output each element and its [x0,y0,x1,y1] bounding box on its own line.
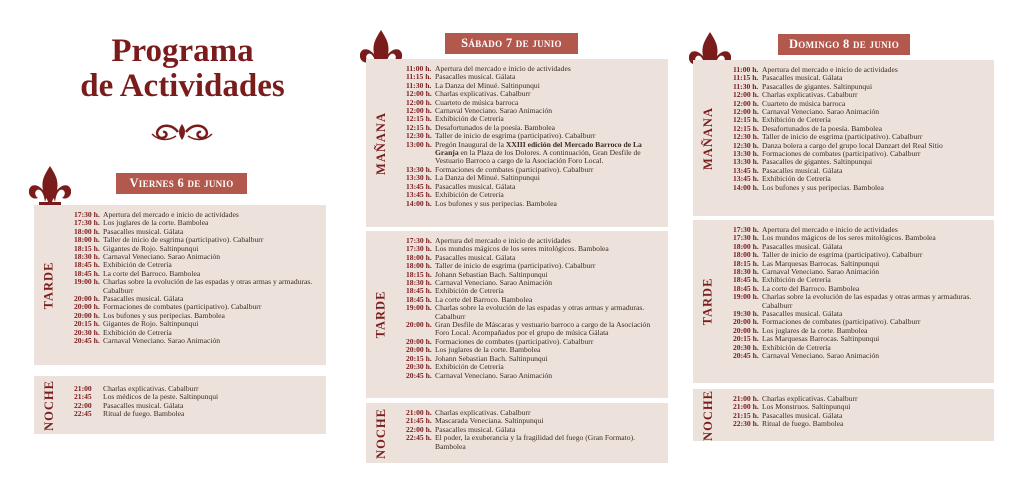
schedule-time: 20:45 h. [74,336,100,346]
schedule-activity: Apertura del mercado e inicio de actividades [435,64,571,73]
schedule-activity: Pasacalles musical. Gálata [103,400,184,410]
schedule-activity: La corte del Barroco. Bambolea [435,294,533,304]
schedule-time: 20:00 h. [74,310,100,320]
schedule-time: 11:00 h. [733,65,759,74]
schedule-time: 19:00 h. [406,303,432,313]
section-label: TARDE [700,277,715,326]
schedule-time: 17:30 h. [406,236,432,245]
schedule-time: 11:30 h. [406,80,432,90]
friday-tarde-list [74,211,320,346]
schedule-time: 12:30 h. [733,132,759,142]
schedule-activity: Los médicos de la peste. Saltinpunqui [103,392,219,402]
title-line-1: Programa [111,33,254,69]
schedule-activity: Los mundos mágicos de los seres mitológicos. Bambolea [435,244,609,254]
schedule-activity: Danza bolera a cargo del grupo local Danzart del Real Sitio [762,140,943,150]
schedule-time: 12:00 h. [733,107,759,117]
schedule-activity: Formaciones de combates (participativo). Cabalburr [762,317,921,327]
schedule-activity: Apertura del mercado e inicio de actividades [435,236,571,245]
schedule-time: 20:00 h. [406,320,432,330]
section-label: MAÑANA [373,111,388,175]
section-label: NOCHE [373,407,388,459]
schedule-activity: El poder, la exuberancia y la fragilidad del fuego (Gran Formato). Bambolea [435,433,636,451]
saturday-manana-list [406,65,662,208]
schedule-activity: Carnaval Veneciano. Sarao Animación [762,351,880,361]
schedule-time: 20:30 h. [74,327,100,337]
schedule-activity: Formaciones de combates (participativo). Cabalburr [435,164,594,174]
page-title [60,34,305,104]
schedule-time: 18:00 h. [406,252,432,262]
schedule-activity: Los juglares de la corte. Bambolea [103,218,209,228]
schedule-time: 18:45 h. [74,268,100,278]
schedule-activity: Charlas explicativas. Cabalburr [762,90,858,100]
schedule-time: 18:00 h. [733,250,759,260]
schedule-activity: Gran Desfile de Máscaras y vestuario barroco a cargo de la Asociación Foro Local. Acompañados por el grupo de música Gálata [435,320,651,338]
schedule-item [74,410,320,418]
schedule-activity: Pasacalles musical. Gálata [103,294,184,304]
schedule-time: 18:45 h. [406,294,432,304]
schedule-time: 20:00 h. [733,317,759,327]
schedule-activity: Los mundos mágicos de los seres mitológicos. Bambolea [762,233,936,243]
schedule-activity: Formaciones de combates (participativo). Cabalburr [435,336,594,346]
schedule-activity: Pasacalles musical. Gálata [435,252,516,262]
schedule-activity: Apertura del mercado e inicio de actividades [103,210,239,219]
schedule-time: 12:15 h. [733,123,759,133]
schedule-time: 13:45 h. [733,165,759,175]
friday-noche-panel [34,376,326,434]
schedule-time: 18:15 h. [733,258,759,268]
schedule-time: 13:30 h. [406,164,432,174]
sunday-manana-list [733,66,988,192]
schedule-activity: La corte del Barroco. Bambolea [103,268,201,278]
sunday-noche-panel [693,389,994,441]
schedule-time: 13:45 h. [406,190,432,200]
schedule-activity: Charlas sobre la evolución de las espadas y otras armas y armaduras. Cabalburr [435,303,645,321]
schedule-activity: Las Marquesas Barrocas. Saltinpunqui [762,334,880,344]
schedule-activity: Pasacalles musical. Gálata [762,241,843,251]
schedule-activity: Exhibición de Cetrería [762,342,831,352]
schedule-time: 14:00 h. [406,198,432,208]
schedule-activity: Charlas explicativas. Cabalburr [435,89,531,99]
schedule-time: 22:45 h. [406,433,432,443]
sunday-tarde-panel [693,220,994,383]
schedule-activity: Pasacalles musical. Gálata [435,72,516,82]
schedule-activity: La Danza del Minué. Saltinpunqui [435,173,540,183]
schedule-time: 18:45 h. [733,275,759,285]
schedule-item [74,337,320,345]
schedule-time: 21:00 [74,384,92,393]
schedule-activity: Exhibición de Cetrería [762,275,831,285]
schedule-activity: Pasacalles musical. Gálata [435,181,516,191]
schedule-activity: Charlas sobre la evolución de las espadas y otras armas y armaduras. Cabalburr [103,277,313,295]
schedule-time: 17:30 h. [733,233,759,243]
schedule-activity: Taller de inicio de esgrima (participativo). Cabalburr [762,132,923,142]
schedule-activity: Pasacalles musical. Gálata [762,73,843,83]
sunday-noche-list [733,395,988,429]
schedule-time: 17:30 h. [733,225,759,234]
schedule-time: 12:15 h. [406,114,432,124]
schedule-time: 20:15 h. [406,353,432,363]
schedule-activity: Ritual de fuego. Bambolea [103,409,185,419]
schedule-time: 19:00 h. [74,277,100,287]
schedule-time: 20:45 h. [406,370,432,380]
schedule-activity: Mascarada Veneciana. Saltinpunqui [435,416,544,426]
schedule-activity: Carnaval Veneciano. Sarao Animación [762,107,880,117]
schedule-activity: Pasacalles musical. Gálata [762,165,843,175]
schedule-time: 11:15 h. [733,73,759,83]
schedule-time: 18:00 h. [74,235,100,245]
schedule-time: 12:00 h. [406,106,432,116]
schedule-activity: Gigantes de Rojo. Saltinpunqui [103,243,199,253]
saturday-tarde-list [406,237,662,380]
schedule-activity: Charlas explicativas. Cabalburr [762,394,858,403]
schedule-activity: Pasacalles musical. Gálata [435,424,516,434]
saturday-noche-list [406,409,662,451]
schedule-activity: Los bufones y sus peripecias. Bambolea [435,198,557,208]
schedule-time: 18:30 h. [733,267,759,277]
schedule-activity: Pasacalles musical. Gálata [103,226,184,236]
schedule-time: 20:30 h. [406,362,432,372]
schedule-activity: Pregón Inaugural de la XXIII edición del Mercado Barroco de La Granja en la Plaza de los Dolores. A continuación, Gran Desfile de Vestuario Barroco a cargo de la Asociación Foro Local. [435,139,642,166]
schedule-time: 12:00 h. [733,90,759,100]
schedule-activity: Pasacalles musical. Gálata [762,309,843,319]
schedule-activity: Charlas explicativas. Cabalburr [435,408,531,417]
schedule-time: 21:00 h. [733,402,759,412]
schedule-time: 20:00 h. [74,302,100,312]
schedule-activity: Formaciones de combates (participativo). Cabalburr [762,149,921,159]
schedule-activity: Apertura del mercado e inicio de actividades [762,65,898,74]
schedule-activity: Los juglares de la corte. Bambolea [435,345,541,355]
title-line-2: de Actividades [80,68,285,104]
day-header-sunday: Domingo 8 de junio [778,34,910,55]
schedule-time: 20:15 h. [733,334,759,344]
schedule-time: 12:15 h. [406,122,432,132]
schedule-activity: Exhibición de Cetrería [435,114,504,124]
schedule-activity: Exhibición de Cetrería [435,286,504,296]
schedule-item [406,321,662,338]
schedule-time: 19:30 h. [733,309,759,319]
schedule-time: 20:45 h. [733,351,759,361]
schedule-item [406,200,662,208]
schedule-activity: Exhibición de Cetrería [435,362,504,372]
schedule-time: 20:00 h. [406,336,432,346]
schedule-time: 18:45 h. [406,286,432,296]
schedule-activity: Los bufones y sus peripecias. Bambolea [103,310,225,320]
schedule-time: 22:45 [74,409,92,419]
schedule-activity: Exhibición de Cetrería [762,174,831,184]
schedule-time: 12:00 h. [406,97,432,107]
schedule-time: 20:00 h. [74,294,100,304]
schedule-time: 12:00 h. [406,89,432,99]
schedule-activity: Taller de inicio de esgrima (participativo). Cabalburr [762,250,923,260]
schedule-time: 12:30 h. [406,131,432,141]
schedule-time: 18:45 h. [74,260,100,270]
schedule-item [406,434,662,451]
schedule-activity: Los Monstruos. Saltinpunqui [762,402,851,412]
schedule-activity: Carnaval Veneciano. Sarao Animación [103,336,221,346]
schedule-activity: Taller de inicio de esgrima (participativo). Cabalburr [435,261,596,271]
schedule-time: 12:00 h. [733,98,759,108]
schedule-time: 14:00 h. [733,182,759,192]
schedule-time: 11:15 h. [406,72,432,82]
schedule-item [406,304,662,321]
schedule-activity: Charlas sobre la evolución de las espadas y otras armas y armaduras. Cabalburr [762,292,972,310]
schedule-time: 18:00 h. [733,241,759,251]
schedule-activity: Exhibición de Cetrería [103,327,172,337]
schedule-time: 18:30 h. [406,278,432,288]
schedule-time: 18:15 h. [406,269,432,279]
schedule-activity: Carnaval Veneciano. Sarao Animación [103,252,221,262]
schedule-activity: Charlas explicativas. Cabalburr [103,384,199,393]
schedule-time: 12:30 h. [733,140,759,150]
schedule-activity: Ritual de fuego. Bambolea [762,419,844,429]
schedule-time: 11:00 h. [406,64,432,73]
schedule-activity: Exhibición de Cetrería [103,260,172,270]
schedule-activity: Pasacalles de gigantes. Saltinpunqui [762,157,873,167]
schedule-activity: Carnaval Veneciano. Sarao Animación [435,278,553,288]
schedule-activity: Johann Sebastian Bach. Saltinpunqui [435,269,548,279]
schedule-activity: La Danza del Minué. Saltinpunqui [435,80,540,90]
schedule-time: 17:30 h. [74,210,100,219]
schedule-time: 21:45 [74,392,92,402]
schedule-time: 22:00 h. [406,424,432,434]
schedule-time: 13:45 h. [406,181,432,191]
schedule-activity: Gigantes de Rojo. Saltinpunqui [103,319,199,329]
schedule-time: 13:30 h. [733,157,759,167]
schedule-activity: Exhibición de Cetrería [762,115,831,125]
schedule-activity: Las Marquesas Barrocas. Saltinpunqui [762,258,880,268]
schedule-activity: Pasacalles musical. Gálata [762,410,843,420]
schedule-activity: Cuarteto de música barroca [435,97,519,107]
schedule-time: 21:00 h. [406,408,432,417]
friday-tarde-panel [34,205,326,365]
schedule-activity: Carnaval Veneciano. Sarao Animación [762,267,880,277]
schedule-time: 21:15 h. [733,410,759,420]
schedule-time: 20:30 h. [733,342,759,352]
section-label: TARDE [373,290,388,339]
schedule-activity: Taller de inicio de esgrima (participativo). Cabalburr [103,235,264,245]
schedule-activity: Carnaval Veneciano. Sarao Animación [435,370,553,380]
schedule-item [406,141,662,166]
schedule-item [733,352,988,360]
schedule-time: 13:45 h. [733,174,759,184]
schedule-time: 21:00 h. [733,394,759,403]
schedule-activity: Desafortunados de la poesía. Bambolea [435,122,555,132]
sunday-manana-panel [693,60,994,216]
schedule-time: 18:00 h. [74,226,100,236]
saturday-tarde-panel [366,231,668,398]
schedule-item [733,420,988,428]
scroll-ornament-icon [150,120,214,144]
schedule-time: 17:30 h. [74,218,100,228]
schedule-activity: Johann Sebastian Bach. Saltinpunqui [435,353,548,363]
saturday-manana-panel [366,59,668,227]
section-label: TARDE [41,261,56,309]
day-header-friday: Viernes 6 de junio [116,173,247,194]
schedule-time: 13:00 h. [406,139,432,149]
schedule-time: 22:30 h. [733,419,759,429]
schedule-time: 20:00 h. [733,325,759,335]
schedule-activity: Los bufones y sus peripecias. Bambolea [762,182,884,192]
section-label: NOCHE [41,379,56,431]
schedule-time: 18:30 h. [74,252,100,262]
schedule-item [74,278,320,295]
section-label: MAÑANA [700,106,715,170]
day-header-saturday: Sábado 7 de junio [445,33,578,54]
schedule-time: 13:30 h. [733,149,759,159]
friday-noche-list [74,385,320,419]
schedule-time: 21:45 h. [406,416,432,426]
schedule-time: 17:30 h. [406,244,432,254]
schedule-activity: La corte del Barroco. Bambolea [762,283,860,293]
schedule-time: 18:15 h. [74,243,100,253]
schedule-activity: Desafortunados de la poesía. Bambolea [762,123,882,133]
schedule-activity: Apertura del mercado e inicio de actividades [762,225,898,234]
schedule-activity: Los juglares de la corte. Bambolea [762,325,868,335]
section-label: NOCHE [700,389,715,441]
schedule-time: 11:30 h. [733,81,759,91]
saturday-noche-panel [366,403,668,463]
schedule-time: 13:30 h. [406,173,432,183]
schedule-item [733,184,988,192]
schedule-activity: Exhibición de Cetrería [435,190,504,200]
schedule-activity: Cuarteto de música barroca [762,98,846,108]
schedule-time: 20:00 h. [406,345,432,355]
schedule-time: 19:00 h. [733,292,759,302]
schedule-time: 20:15 h. [74,319,100,329]
schedule-activity: Pasacalles de gigantes. Saltinpunqui [762,81,873,91]
schedule-activity: Taller de inicio de esgrima (participativo). Cabalburr [435,131,596,141]
schedule-time: 18:00 h. [406,261,432,271]
schedule-time: 18:45 h. [733,283,759,293]
schedule-time: 12:15 h. [733,115,759,125]
sunday-tarde-list [733,226,988,361]
schedule-item [406,372,662,380]
schedule-time: 22:00 [74,400,92,410]
schedule-activity: Carnaval Veneciano. Sarao Animación [435,106,553,116]
schedule-activity: Formaciones de combates (participativo). Cabalburr [103,302,262,312]
schedule-item [733,293,988,310]
